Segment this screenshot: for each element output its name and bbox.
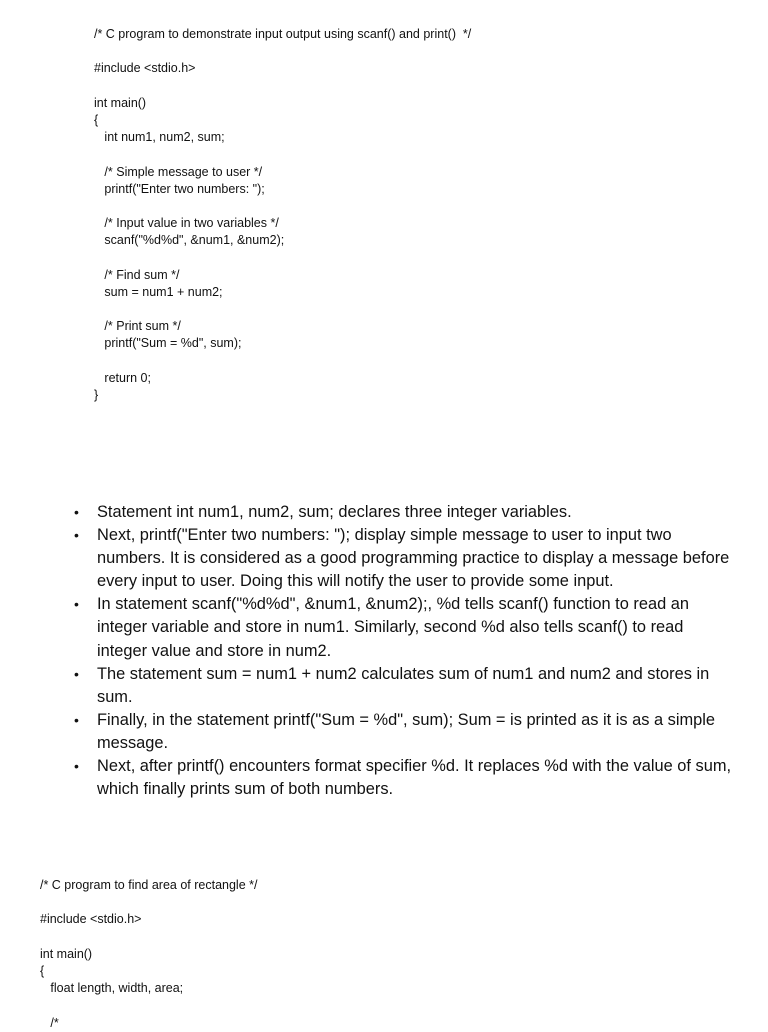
list-item — [74, 593, 734, 662]
code-line: /* C program to find area of rectangle */ — [40, 878, 258, 892]
code-line: #include <stdio.h> — [40, 912, 142, 927]
list-item-text: The statement sum = num1 + num2 calculates sum of num1 and num2 and stores in sum. — [97, 664, 710, 706]
code-line: /* — [40, 1015, 59, 1030]
list-item — [74, 709, 734, 755]
bullet-icon: • — [74, 758, 79, 775]
bullet-icon: • — [74, 596, 79, 613]
code-line: scanf("%d%d", &num1, &num2); — [94, 233, 285, 248]
code-line: /* C program to demonstrate input output using scanf() and print() */ — [94, 27, 472, 41]
list-item-text: Statement int num1, num2, sum; declares three integer variables. — [97, 503, 572, 521]
list-item — [74, 524, 734, 593]
code-line: int num1, num2, sum; — [94, 130, 225, 145]
code-line — [94, 78, 471, 95]
bullet-icon: • — [74, 504, 79, 520]
code-line — [40, 997, 257, 1014]
list-item — [74, 663, 734, 709]
list-item — [74, 755, 734, 801]
code-line: float length, width, area; — [40, 981, 184, 996]
code-line: printf("Enter two numbers: "); — [94, 181, 265, 196]
list-item — [74, 501, 734, 524]
code-line: /* Print sum */ — [94, 319, 181, 334]
code-line — [40, 894, 257, 911]
code-line: /* Input value in two variables */ — [94, 216, 279, 231]
list-item-text: Finally, in the statement printf("Sum = %d", sum); Sum = is printed as it is as a simple message. — [97, 710, 716, 752]
list-item-text: Next, printf("Enter two numbers: "); display simple message to user to input two numbers. It is considered as a good programming practice to display a message before every input to user. Doing this will notify the user to provide some input. — [97, 526, 730, 591]
code-line — [94, 198, 471, 215]
code-line — [94, 249, 471, 266]
code-line — [94, 43, 471, 60]
code-line: return 0; — [94, 370, 151, 385]
code-line: int main() — [40, 946, 93, 961]
bullet-icon: • — [74, 527, 79, 544]
code-line: /* Find sum */ — [94, 267, 180, 282]
code-line: { — [40, 963, 45, 978]
code-line — [94, 301, 471, 318]
code-line: #include <stdio.h> — [94, 61, 196, 76]
code-line — [40, 929, 257, 946]
bullet-icon: • — [74, 711, 79, 728]
code-line: } — [94, 387, 99, 402]
explanation-list — [74, 501, 734, 801]
code-line — [94, 353, 471, 370]
code-line: sum = num1 + num2; — [94, 284, 223, 299]
code-line: int main() — [94, 95, 147, 110]
code-line — [94, 146, 471, 163]
code-snippet-rectangle-area — [40, 877, 257, 1032]
list-item-text: In statement scanf("%d%d", &num1, &num2);, %d tells scanf() function to read an integer variable and store in num1. Similarly, second %d also tells scanf() to read integer value and store in num2. — [97, 595, 689, 660]
code-line: /* Simple message to user */ — [94, 164, 263, 179]
list-item-text: Next, after printf() encounters format specifier %d. It replaces %d with the value of sum, which finally prints sum of both numbers. — [97, 757, 732, 799]
code-snippet-io-demo — [94, 26, 471, 404]
code-line: printf("Sum = %d", sum); — [94, 336, 242, 351]
bullet-icon: • — [74, 665, 79, 682]
code-line: { — [94, 112, 99, 127]
